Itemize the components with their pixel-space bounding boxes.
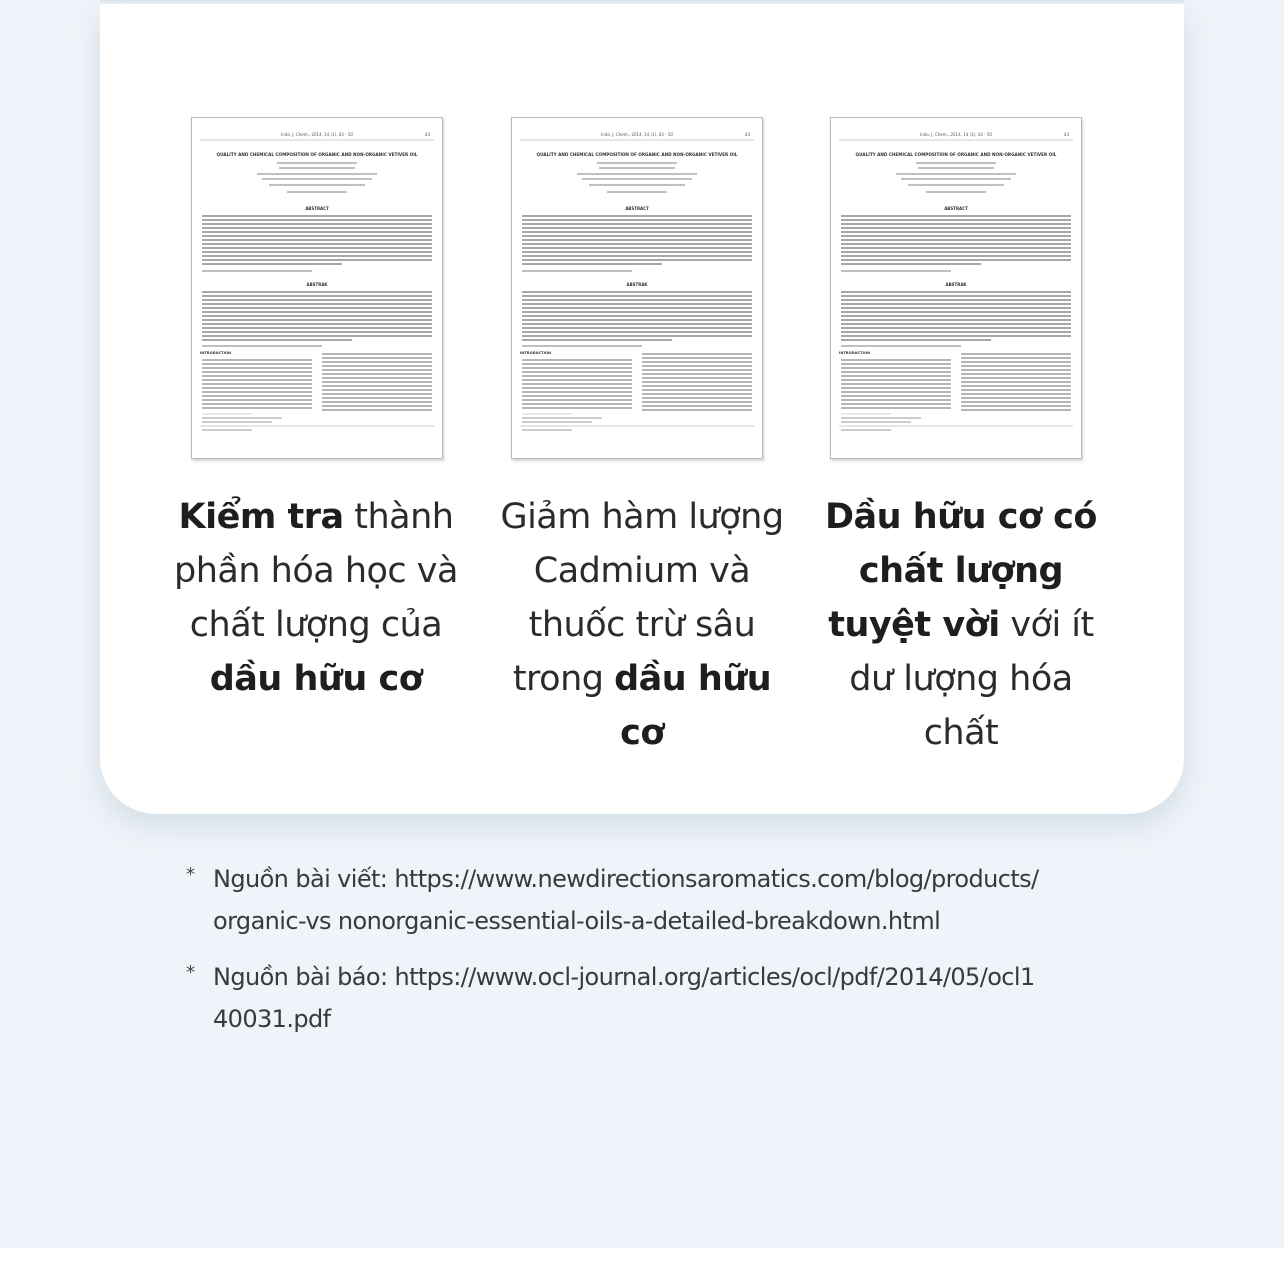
paper-intro-label: INTRODUCTION: [839, 351, 871, 355]
paper-abstrak-label: ABSTRAK: [945, 282, 967, 287]
source-notes: [186, 858, 1046, 1054]
paper-abstract-label: ABSTRACT: [944, 206, 968, 211]
caption-3-text: với ít dư lượng hóa chất: [849, 605, 1094, 753]
paper-thumbnail-3: [830, 117, 1082, 459]
paper-thumbnail-1: [191, 117, 443, 459]
source-note-paper: [186, 956, 1046, 1040]
paper-page-number: 43: [1063, 132, 1069, 137]
caption-1-bold-end: dầu hữu cơ: [209, 659, 423, 699]
paper-abstract-label: ABSTRACT: [625, 206, 649, 211]
caption-2-bold: dầu hữu cơ: [614, 659, 772, 753]
source-note-article-text: Nguồn bài viết: https://www.newdirectionsaromatics.com/blog/products/organic-vs nonorganic-essential-oils-a-detailed-breakdown.html: [213, 865, 1039, 935]
paper-title: QUALITY AND CHEMICAL COMPOSITION OF ORGANIC AND NON-ORGANIC VETIVER OIL: [216, 152, 418, 157]
source-note-paper-text: Nguồn bài báo: https://www.ocl-journal.org/articles/ocl/pdf/2014/05/ocl140031.pdf: [213, 963, 1035, 1033]
caption-2-text: Giảm hàm lượng Cadmium và thuốc trừ sâu trong: [500, 497, 784, 699]
paper-header: Indo. J. Chem., 2014, 14 (1), 43 - 50: [920, 132, 992, 137]
paper-header: Indo. J. Chem., 2014, 14 (1), 43 - 50: [281, 132, 353, 137]
footnote-asterisk: *: [186, 962, 195, 983]
caption-1-bold: Kiểm tra: [178, 497, 344, 537]
caption-1: [166, 490, 466, 706]
paper-thumbnail-2: [511, 117, 763, 459]
caption-3-bold: Dầu hữu cơ có chất lượng tuyệt vời: [825, 497, 1097, 645]
source-note-article: [186, 858, 1046, 942]
paper-page-number: 43: [424, 132, 430, 137]
paper-abstrak-label: ABSTRAK: [306, 282, 328, 287]
caption-3: [811, 490, 1111, 760]
caption-2: [492, 490, 792, 760]
paper-intro-label: INTRODUCTION: [520, 351, 552, 355]
paper-page-number: 43: [744, 132, 750, 137]
paper-header: Indo. J. Chem., 2014, 14 (1), 43 - 50: [601, 132, 673, 137]
caption-1-text: thành phần hóa học và chất lượng của: [174, 497, 458, 645]
footnote-asterisk: *: [186, 864, 195, 885]
paper-abstrak-label: ABSTRAK: [626, 282, 648, 287]
paper-title: QUALITY AND CHEMICAL COMPOSITION OF ORGANIC AND NON-ORGANIC VETIVER OIL: [855, 152, 1057, 157]
paper-title: QUALITY AND CHEMICAL COMPOSITION OF ORGANIC AND NON-ORGANIC VETIVER OIL: [536, 152, 738, 157]
paper-abstract-label: ABSTRACT: [305, 206, 329, 211]
paper-intro-label: INTRODUCTION: [200, 351, 232, 355]
